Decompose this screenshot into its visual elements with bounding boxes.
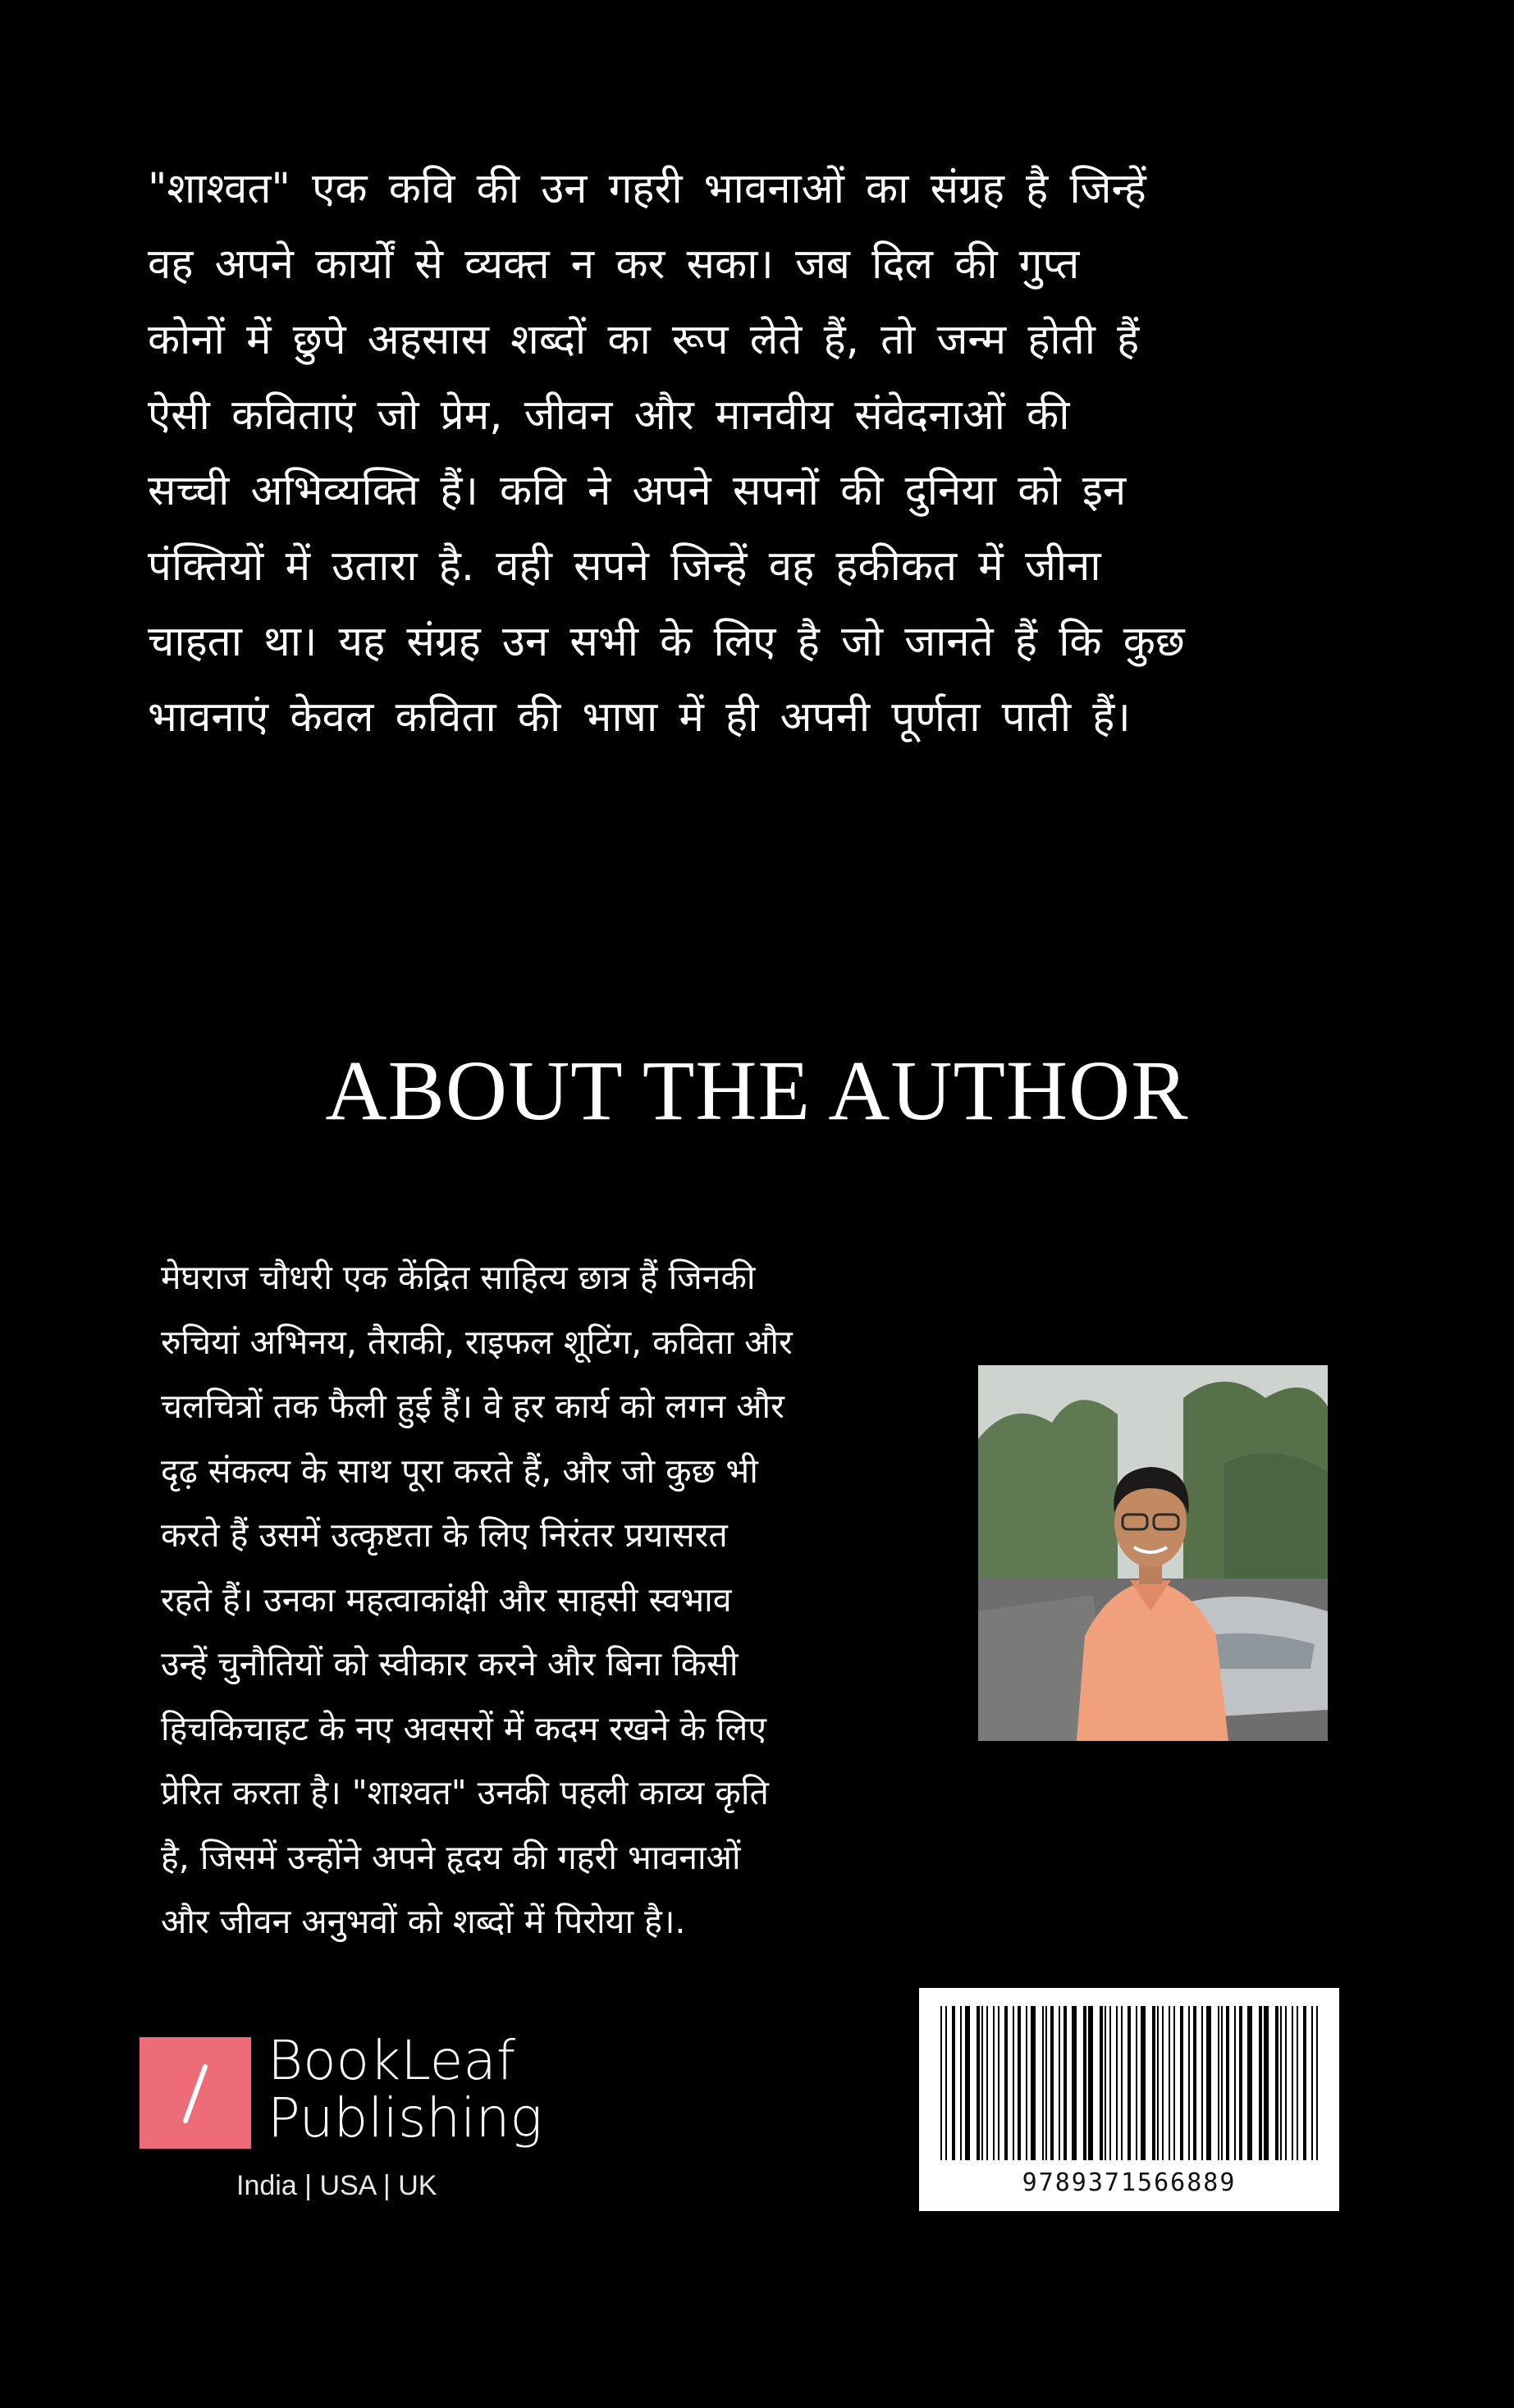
barcode-bar bbox=[1050, 2006, 1054, 2160]
bio-line: करते हैं उसमें उत्कृष्टता के लिए निरंतर प्रयासरत bbox=[161, 1515, 728, 1555]
bio-line: दृढ़ संकल्प के साथ पूरा करते हैं, और जो कुछ भी bbox=[161, 1451, 758, 1491]
bio-line: और जीवन अनुभवों को शब्दों में पिरोया है।. bbox=[161, 1902, 686, 1941]
barcode-bar bbox=[981, 2006, 983, 2160]
barcode-bar bbox=[1045, 2006, 1047, 2160]
barcode-bar bbox=[1188, 2006, 1190, 2160]
barcode-bar bbox=[1259, 2006, 1262, 2160]
barcode-bar bbox=[1042, 2006, 1044, 2160]
barcode-bar bbox=[1173, 2006, 1175, 2160]
barcode-bar bbox=[998, 2006, 999, 2160]
bio-line: प्रेरित करता है। "शाश्वत" उनकी पहली काव्य कृति bbox=[161, 1773, 769, 1812]
barcode-bar bbox=[1221, 2006, 1223, 2160]
barcode-bar bbox=[1311, 2006, 1313, 2160]
blurb-line: चाहता था। यह संग्रह उन सभी के लिए है जो जानते हैं कि कुछ bbox=[148, 618, 1185, 666]
publisher-name-line2: Publishing bbox=[268, 2086, 543, 2150]
barcode-bar bbox=[1004, 2006, 1008, 2160]
barcode-bar bbox=[1234, 2006, 1236, 2160]
barcode-bar bbox=[1026, 2006, 1027, 2160]
barcode-bar bbox=[1285, 2006, 1287, 2160]
slash-icon bbox=[140, 2037, 251, 2149]
author-photo-illustration bbox=[978, 1365, 1328, 1741]
author-photo bbox=[978, 1365, 1328, 1741]
isbn-barcode bbox=[919, 1988, 1339, 2211]
barcode-bar bbox=[1264, 2006, 1269, 2160]
barcode-bar bbox=[1239, 2006, 1242, 2160]
barcode-bar bbox=[986, 2006, 988, 2160]
barcode-bar bbox=[1280, 2006, 1282, 2160]
blurb-line: भावनाएं केवल कविता की भाषा में ही अपनी पूर्णता पाती हैं। bbox=[148, 693, 1131, 742]
barcode-bar bbox=[1206, 2006, 1211, 2160]
blurb-line: सच्ची अभिव्यक्ति हैं। कवि ने अपने सपनों की दुनिया को इन bbox=[148, 467, 1127, 515]
barcode-bar bbox=[1031, 2006, 1036, 2160]
barcode-bar bbox=[1127, 2006, 1131, 2160]
barcode-bar bbox=[1169, 2006, 1170, 2160]
blurb-line: ऐसी कविताएं जो प्रेम, जीवन और मानवीय संवेदनाओं की bbox=[148, 391, 1070, 440]
bio-line: हिचकिचाहट के नए अवसरों में कदम रखने के लिए bbox=[161, 1708, 766, 1748]
barcode-bar bbox=[1121, 2006, 1123, 2160]
bio-line: रुचियां अभिनय, तैराकी, राइफल शूटिंग, कविता और bbox=[161, 1322, 793, 1362]
barcode-bars bbox=[919, 1988, 1339, 2168]
author-bio bbox=[161, 1245, 949, 1954]
barcode-bar bbox=[1100, 2006, 1103, 2160]
barcode-bar bbox=[1303, 2006, 1306, 2160]
isbn-number: 9789371566889 bbox=[1022, 2168, 1237, 2197]
barcode-bar bbox=[1088, 2006, 1093, 2160]
bio-line: मेघराज चौधरी एक केंद्रित साहित्य छात्र हैं जिनकी bbox=[161, 1258, 756, 1297]
barcode-bar bbox=[1218, 2006, 1219, 2160]
blurb-line: कोनों में छुपे अहसास शब्दों का रूप लेते हैं, तो जन्म होती हैं bbox=[148, 316, 1140, 364]
barcode-bar bbox=[1152, 2006, 1155, 2160]
bio-line: है, जिसमें उन्होंने अपने हृदय की गहरी भावनाओं bbox=[161, 1837, 741, 1877]
barcode-bar bbox=[1018, 2006, 1021, 2160]
barcode-bar bbox=[1316, 2006, 1318, 2160]
barcode-bar bbox=[1275, 2006, 1278, 2160]
barcode-bar bbox=[945, 2006, 947, 2160]
barcode-bar bbox=[1226, 2006, 1229, 2160]
blurb-line: पंक्तियों में उतारा है. वही सपने जिन्हें वह हकीकत में जीना bbox=[148, 542, 1101, 591]
bio-line: रहते हैं। उनका महत्वाकांक्षी और साहसी स्वभाव bbox=[161, 1579, 732, 1620]
barcode-bar bbox=[1109, 2006, 1111, 2160]
barcode-bar bbox=[1072, 2006, 1077, 2160]
bio-line: उन्हें चुनौतियों को स्वीकार करने और बिना किसी bbox=[161, 1644, 739, 1684]
logo-mark bbox=[140, 2037, 251, 2149]
barcode-bar bbox=[952, 2006, 955, 2160]
barcode-bar bbox=[1063, 2006, 1067, 2160]
barcode-bar bbox=[993, 2006, 995, 2160]
about-the-author-heading: ABOUT THE AUTHOR bbox=[325, 1044, 1189, 1138]
barcode-bar bbox=[1157, 2006, 1159, 2160]
bio-line: चलचित्रों तक फैली हुई हैं। वे हर कार्य को लगन और bbox=[161, 1387, 784, 1426]
barcode-bar bbox=[1193, 2006, 1196, 2160]
barcode-bar bbox=[1292, 2006, 1293, 2160]
publisher-name bbox=[268, 2029, 543, 2150]
back-cover-blurb bbox=[148, 152, 1354, 756]
barcode-bar bbox=[1136, 2006, 1137, 2160]
barcode-bar bbox=[1083, 2006, 1086, 2160]
barcode-bar bbox=[1297, 2006, 1298, 2160]
publisher-regions: India | USA | UK bbox=[236, 2170, 437, 2201]
barcode-bar bbox=[1105, 2006, 1106, 2160]
barcode-bar bbox=[1201, 2006, 1203, 2160]
barcode-bar bbox=[1162, 2006, 1164, 2160]
barcode-bar bbox=[1059, 2006, 1060, 2160]
publisher-name-line1: BookLeaf bbox=[268, 2029, 516, 2092]
barcode-bar bbox=[977, 2006, 980, 2160]
blurb-line: वह अपने कार्यों से व्यक्त न कर सका। जब दिल की गुप्त bbox=[148, 240, 1080, 289]
barcode-bar bbox=[1013, 2006, 1014, 2160]
barcode-bar bbox=[1141, 2006, 1146, 2160]
barcode-bar bbox=[940, 2006, 942, 2160]
barcode-bar bbox=[1180, 2006, 1183, 2160]
barcode-bar bbox=[965, 2006, 970, 2160]
barcode-bar bbox=[1247, 2006, 1252, 2160]
barcode-bar bbox=[1116, 2006, 1118, 2160]
barcode-bar bbox=[960, 2006, 962, 2160]
blurb-line: "शाश्वत" एक कवि की उन गहरी भावनाओं का संग्रह है जिन्हें bbox=[148, 165, 1146, 213]
